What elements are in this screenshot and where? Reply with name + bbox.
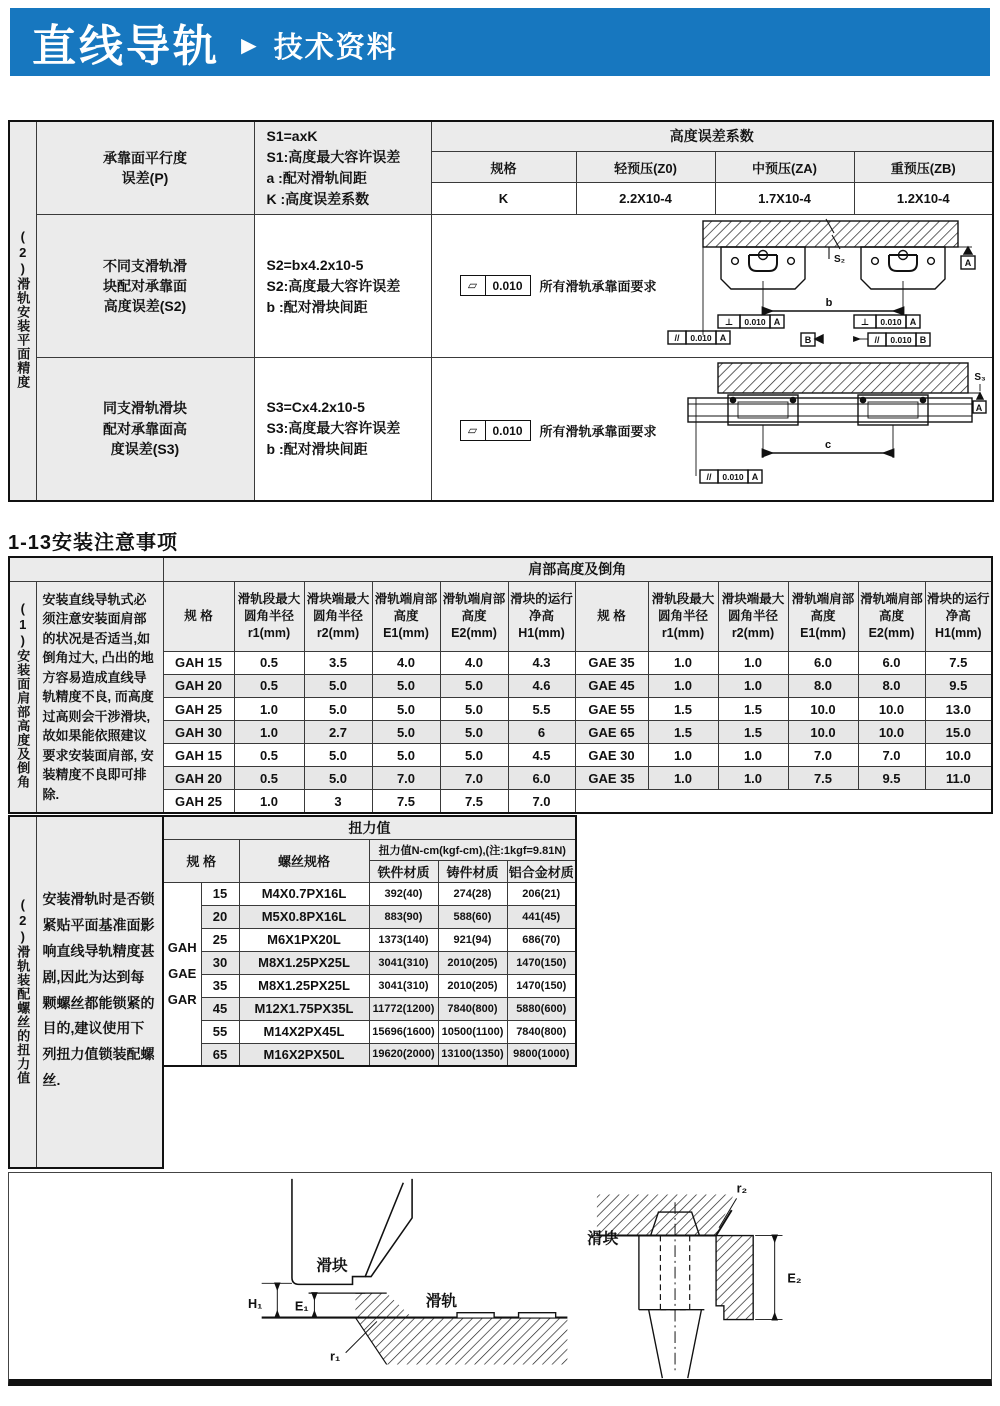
cell: 25: [201, 928, 239, 951]
table-row: [163, 951, 576, 974]
cell: 0.5: [234, 744, 304, 767]
c-dim-label: c: [824, 439, 832, 451]
cell: M8X1.25PX25L: [239, 974, 369, 997]
cell: 5.0: [372, 674, 440, 697]
cell: 7.5: [372, 790, 440, 813]
cell: 5.0: [372, 697, 440, 720]
sidebar-label: (2)滑轨装配螺丝的扭力值: [15, 896, 31, 1085]
cell: 1.0: [718, 651, 788, 674]
cell: 2.7: [304, 721, 372, 744]
cell: 5.0: [304, 674, 372, 697]
col-header: 滑轨端肩部高度E2(mm): [440, 581, 508, 651]
cell: 274(28): [438, 882, 507, 905]
cell: 5.0: [304, 697, 372, 720]
shoulder-detail-left-drawing: [236, 1173, 596, 1383]
perp-symbol: ⊥: [724, 317, 734, 327]
cell: 55: [201, 1020, 239, 1043]
cell: 15: [201, 882, 239, 905]
datum-ref: B: [919, 335, 927, 345]
torque-group-header: 扭力值N-cm(kgf-cm),(注:1kgf=9.81N): [369, 839, 576, 860]
s2-diagram-cell: [431, 215, 993, 358]
row-label-p: 承靠面平行度误差(P): [36, 121, 254, 215]
cell: 8.0: [858, 674, 925, 697]
flatness-callout: [460, 275, 657, 296]
coef-header: 中预压(ZA): [715, 151, 854, 183]
flatness-icon: ▱: [461, 276, 486, 295]
cell: 5880(600): [507, 997, 576, 1020]
cell: 10.0: [788, 721, 858, 744]
tol-value: 0.010: [890, 335, 912, 345]
cell: GAH 15: [163, 744, 234, 767]
cell: 4.3: [508, 651, 575, 674]
tol-value: 0.010: [722, 472, 744, 482]
material-header: 铸件材质: [438, 860, 507, 882]
spec-header: 规 格: [163, 839, 239, 882]
formula-s3: S3=Cx4.2x10-5 S3:高度最大容许误差 b :配对滑块间距: [254, 358, 431, 501]
cell: 1.0: [234, 697, 304, 720]
empty-cell: [9, 557, 163, 581]
datum-a-label: A: [975, 403, 983, 413]
torque-table: [162, 815, 577, 1067]
coef-header: 重预压(ZB): [854, 151, 993, 183]
coef-cell: 1.2X10-4: [854, 183, 993, 215]
perp-symbol: ⊥: [860, 317, 870, 327]
cell: 7.5: [440, 790, 508, 813]
cell: 2010(205): [438, 951, 507, 974]
precision-table: [8, 120, 994, 502]
torque-sidebar: [9, 816, 36, 1168]
torque-note: 安装滑轨时是否锁紧贴平面基准面影响直线导轨精度甚剧,因此为达到每颗螺丝都能锁紧的目的,建议使用下列扭力值锁装配螺丝.: [36, 816, 163, 1168]
cell: 1.0: [648, 651, 718, 674]
coef-cell: 1.7X10-4: [715, 183, 854, 215]
cell: 7.0: [858, 744, 925, 767]
flatness-icon: ▱: [461, 421, 486, 440]
col-header: 滑块端最大圆角半径r2(mm): [304, 581, 372, 651]
callout-text: 所有滑轨承靠面要求: [539, 279, 657, 294]
s3-diagram-cell: [431, 358, 993, 501]
cell: 921(94): [438, 928, 507, 951]
cell: 0.5: [234, 651, 304, 674]
cell: 1373(140): [369, 928, 438, 951]
cell: 6.0: [788, 651, 858, 674]
cell: 7840(800): [507, 1020, 576, 1043]
empty-cell: [575, 790, 992, 813]
cell: M16X2PX50L: [239, 1043, 369, 1066]
flatness-symbol-box: ▱ 0.010: [460, 275, 531, 296]
callout-text: 所有滑轨承靠面要求: [539, 424, 657, 439]
cell: 883(90): [369, 905, 438, 928]
cell: 3041(310): [369, 951, 438, 974]
cell: 206(21): [507, 882, 576, 905]
cell: GAE 30: [575, 744, 648, 767]
tol-value: 0.010: [744, 317, 766, 327]
cell: 7.0: [788, 744, 858, 767]
cell: 1.0: [648, 674, 718, 697]
cell: 3: [304, 790, 372, 813]
cell: 1.5: [718, 697, 788, 720]
page-subtitle: 技术资料: [273, 31, 398, 64]
cell: 2010(205): [438, 974, 507, 997]
cell: 441(45): [507, 905, 576, 928]
cell: 10.0: [858, 721, 925, 744]
cell: 1.5: [648, 697, 718, 720]
col-header: 滑轨端肩部高度E1(mm): [788, 581, 858, 651]
cell: 1.0: [648, 767, 718, 790]
r2-label: r₂: [736, 1181, 748, 1196]
arrow-icon: ►: [236, 29, 262, 60]
h1-label: H₁: [248, 1296, 263, 1311]
cell: 1.5: [718, 721, 788, 744]
cell: 10.0: [788, 697, 858, 720]
cell: 9.5: [858, 767, 925, 790]
col-header: 滑块端最大圆角半径r2(mm): [718, 581, 788, 651]
material-header: 铁件材质: [369, 860, 438, 882]
shoulder-table: [8, 556, 993, 814]
table-row: [163, 997, 576, 1020]
cell: 10.0: [925, 744, 992, 767]
cell: 65: [201, 1043, 239, 1066]
rail-label: 滑轨: [425, 1292, 457, 1310]
cell: GAE 45: [575, 674, 648, 697]
s3-diagram: [658, 358, 988, 498]
cell: 5.0: [440, 697, 508, 720]
page-banner: [10, 8, 990, 76]
cell: 7.5: [925, 651, 992, 674]
drawings-box: [8, 1172, 992, 1386]
cell: M4X0.7PX16L: [239, 882, 369, 905]
formula-s2: S2=bx4.2x10-5 S2:高度最大容许误差 b :配对滑块间距: [254, 215, 431, 358]
cell: 4.6: [508, 674, 575, 697]
cell: 0.5: [234, 674, 304, 697]
col-header: 滑轨端肩部高度E1(mm): [372, 581, 440, 651]
cell: 6.0: [858, 651, 925, 674]
cell: 7840(800): [438, 997, 507, 1020]
cell: GAE 55: [575, 697, 648, 720]
cell: 13.0: [925, 697, 992, 720]
tol-value: 0.010: [880, 317, 902, 327]
screw-header: 螺丝规格: [239, 839, 369, 882]
tol-value: 0.010: [690, 333, 712, 343]
cell: 15696(1600): [369, 1020, 438, 1043]
cell: 1.0: [718, 767, 788, 790]
block-label: 滑块: [587, 1230, 619, 1248]
coef-title: 高度误差系数: [431, 121, 993, 151]
coef-header: 轻预压(Z0): [576, 151, 715, 183]
cell: 7.0: [508, 790, 575, 813]
flatness-symbol-box: ▱ 0.010: [460, 420, 531, 441]
section-heading: 1-13安装注意事项: [8, 532, 179, 554]
datum-a-label: A: [964, 258, 972, 268]
cell: M5X0.8PX16L: [239, 905, 369, 928]
sidebar-label: (2)滑轨安装平面精度: [15, 229, 31, 390]
cell: 10.0: [858, 697, 925, 720]
col-header: 规 格: [575, 581, 648, 651]
cell: 1.0: [234, 721, 304, 744]
shoulder-sidebar: [9, 581, 36, 813]
coef-header: 规格: [431, 151, 576, 183]
cell: 3041(310): [369, 974, 438, 997]
cell: 7.5: [788, 767, 858, 790]
table-row: [163, 928, 576, 951]
cell: GAH 25: [163, 697, 234, 720]
cell: 5.5: [508, 697, 575, 720]
cell: 6.0: [508, 767, 575, 790]
material-header: 铝合金材质: [507, 860, 576, 882]
cell: 4.5: [508, 744, 575, 767]
row-label-s2: 不同支滑轨滑块配对承靠面高度误差(S2): [36, 215, 254, 358]
datum-ref: A: [909, 317, 917, 327]
s2-diagram: [658, 215, 988, 355]
sidebar-label: (1)安装面肩部高度及倒角: [15, 601, 31, 790]
e1-label: E₁: [294, 1299, 309, 1314]
precision-sidebar: [9, 121, 36, 501]
par-symbol: //: [874, 335, 880, 345]
col-header: 滑轨端肩部高度E2(mm): [858, 581, 925, 651]
cell: 588(60): [438, 905, 507, 928]
col-header: 规 格: [163, 581, 234, 651]
coef-cell: K: [431, 183, 576, 215]
coef-cell: 2.2X10-4: [576, 183, 715, 215]
cell: 1470(150): [507, 951, 576, 974]
cell: 5.0: [304, 744, 372, 767]
cell: 5.0: [440, 674, 508, 697]
shoulder-detail-right-drawing: [569, 1173, 869, 1383]
cell: 5.0: [440, 744, 508, 767]
cell: 4.0: [372, 651, 440, 674]
page-title: 直线导轨: [32, 22, 220, 71]
cell: 1470(150): [507, 974, 576, 997]
b-dim-label: b: [825, 297, 833, 309]
row-label-s3: 同支滑轨滑块配对承靠面高度误差(S3): [36, 358, 254, 501]
table-row: [163, 1043, 576, 1066]
cell: M8X1.25PX25L: [239, 951, 369, 974]
cell: 11.0: [925, 767, 992, 790]
col-header: 滑块的运行净高H1(mm): [508, 581, 575, 651]
cell: 8.0: [788, 674, 858, 697]
r1-label: r₁: [330, 1349, 341, 1364]
table-row: [163, 974, 576, 997]
datum-ref: A: [751, 472, 759, 482]
cell: GAE 35: [575, 767, 648, 790]
cell: M14X2PX45L: [239, 1020, 369, 1043]
cell: 9800(1000): [507, 1043, 576, 1066]
cell: 5.0: [304, 767, 372, 790]
col-header: 滑块的运行净高H1(mm): [925, 581, 992, 651]
cell: 3.5: [304, 651, 372, 674]
cell: 35: [201, 974, 239, 997]
cell: 686(70): [507, 928, 576, 951]
cell: M6X1PX20L: [239, 928, 369, 951]
flatness-callout: [460, 420, 657, 441]
cell: 11772(1200): [369, 997, 438, 1020]
cell: 7.0: [372, 767, 440, 790]
cell: 392(40): [369, 882, 438, 905]
cell: 1.0: [718, 674, 788, 697]
cell: GAH 20: [163, 674, 234, 697]
cell: M12X1.75PX35L: [239, 997, 369, 1020]
cell: GAH 30: [163, 721, 234, 744]
shoulder-title: 肩部高度及倒角: [163, 557, 992, 581]
col-header: 滑轨段最大圆角半径r1(mm): [648, 581, 718, 651]
formula-s1: S1=axK S1:高度最大容许误差 a :配对滑轨间距 K :高度误差系数: [254, 121, 431, 215]
torque-sidebar-block: [8, 815, 164, 1169]
cell: 5.0: [372, 744, 440, 767]
cell: GAH 15: [163, 651, 234, 674]
s3-gap-label: S₃: [974, 372, 986, 383]
table-row: [163, 1020, 576, 1043]
cell: 4.0: [440, 651, 508, 674]
cell: GAE 65: [575, 721, 648, 744]
par-symbol: //: [706, 472, 712, 482]
cell: 10500(1100): [438, 1020, 507, 1043]
s2-gap-label: S₂: [834, 254, 846, 265]
e2-label: E₂: [787, 1271, 802, 1286]
cell: 30: [201, 951, 239, 974]
cell: 9.5: [925, 674, 992, 697]
cell: 7.0: [440, 767, 508, 790]
par-symbol: //: [674, 333, 680, 343]
cell: 20: [201, 905, 239, 928]
datum-ref: A: [719, 333, 727, 343]
col-header: 滑轨段最大圆角半径r1(mm): [234, 581, 304, 651]
torque-title: 扭力值: [163, 816, 576, 839]
cell: 1.0: [718, 744, 788, 767]
shoulder-note: 安装直线导轨式必须注意安装面肩部的状况是否适当,如倒角过大, 凸出的地方容易造成直线导轨精度不良, 而高度过高则会干涉滑块, 故如果能依照建议要求安装面肩部, 安装精度不良即可排除.: [36, 581, 163, 813]
table-row: [163, 882, 576, 905]
cell: GAH 25: [163, 790, 234, 813]
table-row: [163, 905, 576, 928]
cell: 5.0: [440, 721, 508, 744]
cell: 6: [508, 721, 575, 744]
block-label: 滑块: [316, 1257, 348, 1275]
cell: GAH 20: [163, 767, 234, 790]
cell: GAE 35: [575, 651, 648, 674]
datum-b-label: B: [804, 335, 812, 345]
cell: 1.0: [234, 790, 304, 813]
cell: 19620(2000): [369, 1043, 438, 1066]
cell: 1.0: [648, 744, 718, 767]
cell: 13100(1350): [438, 1043, 507, 1066]
cell: 1.5: [648, 721, 718, 744]
cell: 45: [201, 997, 239, 1020]
cell: 5.0: [372, 721, 440, 744]
cell: 15.0: [925, 721, 992, 744]
datum-ref: A: [773, 317, 781, 327]
cell: 0.5: [234, 767, 304, 790]
series-cell: GAH GAE GAR: [163, 882, 201, 1066]
